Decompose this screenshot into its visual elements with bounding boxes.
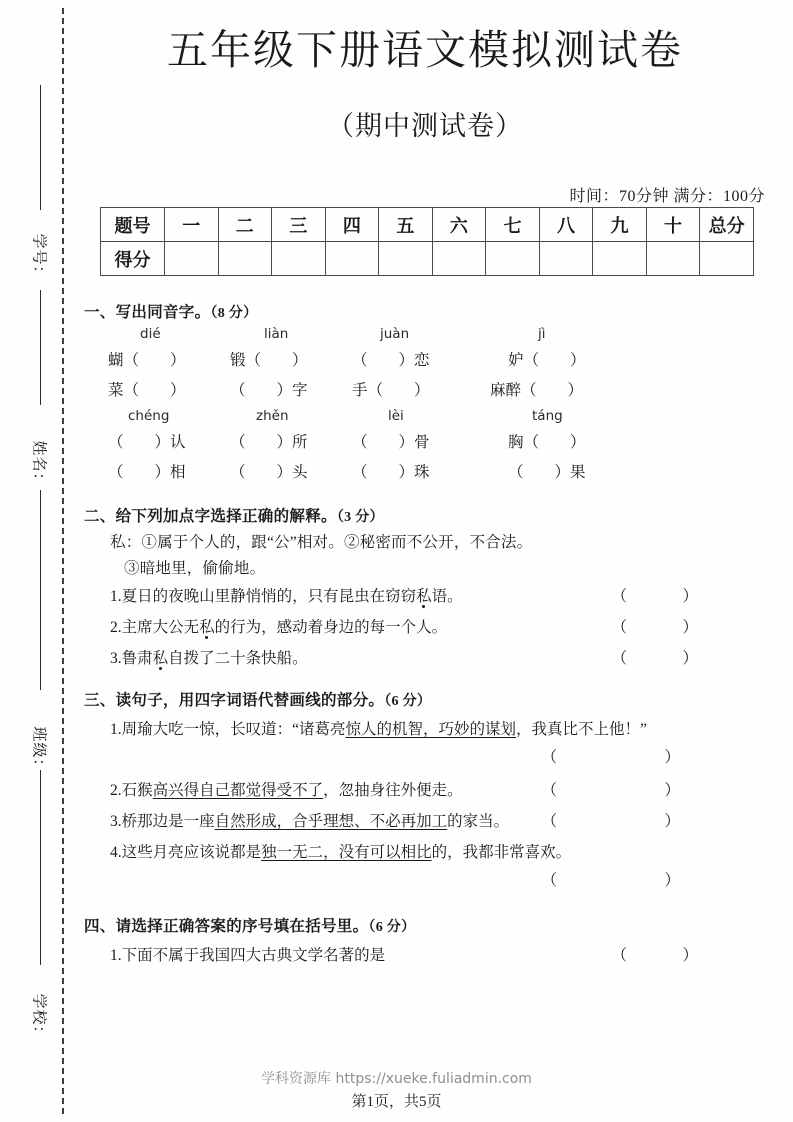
section-4-item-1 [84, 940, 760, 971]
section-2-explain-line-2: ③暗地里，偷偷地。 [124, 559, 266, 577]
answer-bracket-3-3[interactable]: （ ） [541, 813, 726, 831]
section-2-item-1-text: 1.夏日的夜晚山里静悄悄的，只有昆虫在窃窃私语。 [110, 588, 463, 606]
blank-tou[interactable]: （ ）头 [230, 464, 308, 481]
score-table-col-8: 八 [539, 208, 593, 242]
section-2-item-3-text: 3.鲁肃私自拨了二十条快船。 [110, 650, 308, 668]
section-2-points: （3 分） [336, 510, 384, 525]
score-cell-7[interactable] [486, 242, 540, 276]
section-2-item-2-text: 2.主席大公无私的行为，感动着身边的每一个人。 [110, 619, 448, 637]
section-3-title: 三、读句子，用四字词语代替画线的部分。 [84, 692, 385, 710]
exam-body [84, 290, 760, 971]
emphasis-dot-char: 私 [416, 588, 432, 606]
blank-guo[interactable]: （ ）果 [508, 464, 586, 481]
score-table-col-1: 一 [165, 208, 219, 242]
blank-mazui[interactable]: 麻醉（ ） [490, 382, 584, 399]
section-4-item-1-text: 1.下面不属于我国四大古典文学名著的是 [110, 947, 386, 965]
score-table-col-total: 总分 [700, 208, 754, 242]
section-3-item-1 [84, 714, 760, 745]
score-table-col-6: 六 [432, 208, 486, 242]
section-2-explain-line-1: 私：①属于个人的，跟“公”相对。②秘密而不公开，不合法。 [110, 534, 533, 551]
blank-cai[interactable]: 菜（ ） [108, 382, 186, 399]
score-cell-6[interactable] [432, 242, 486, 276]
underlined-phrase: 惊人的机智，巧妙的谋划 [345, 721, 517, 739]
blank-duan[interactable]: 锻（ ） [230, 352, 308, 369]
margin-rule-1 [40, 85, 41, 210]
section-heading-2 [84, 504, 760, 526]
answer-bracket-2-2[interactable]: （ ） [611, 619, 718, 637]
blank-zhu[interactable]: （ ）珠 [352, 464, 430, 481]
score-cell-9[interactable] [593, 242, 647, 276]
section-1-group-1 [84, 326, 760, 408]
blank-lian[interactable]: （ ）恋 [352, 352, 430, 369]
section-1-group-2 [84, 408, 760, 494]
page-number: 第1页，共5页 [351, 1094, 442, 1110]
blank-shou[interactable]: 手（ ） [352, 382, 430, 399]
section-4-title: 四、请选择正确答案的序号填在括号里。 [84, 918, 369, 936]
section-2-item-1 [84, 581, 760, 612]
pinyin-zhen: zhěn [256, 408, 289, 424]
pinyin-lei: lèi [388, 408, 404, 424]
answer-bracket-2-3[interactable]: （ ） [611, 650, 718, 668]
section-3-item-4 [84, 837, 760, 868]
pinyin-lian: liàn [264, 326, 289, 342]
score-table-row-label: 题号 [101, 208, 165, 242]
pinyin-die: dié [140, 326, 161, 342]
section-3-item-2-text: 2.石猴高兴得自己都觉得受不了，忽抽身往外便走。 [110, 782, 463, 800]
blank-xiang[interactable]: （ ）相 [108, 464, 186, 481]
score-table-col-2: 二 [218, 208, 272, 242]
margin-rule-4 [40, 770, 41, 965]
score-cell-10[interactable] [646, 242, 700, 276]
margin-label-student-id: 学号： [30, 233, 47, 282]
table-row-header [101, 208, 754, 242]
page-subtitle: （期中测试卷） [327, 111, 523, 141]
score-cell-2[interactable] [218, 242, 272, 276]
score-cell-total[interactable] [700, 242, 754, 276]
section-2-item-2 [84, 612, 760, 643]
emphasis-dot-char: 私 [199, 619, 215, 637]
underlined-phrase: 高兴得自己都觉得受不了 [152, 782, 324, 800]
section-3-item-2 [84, 775, 760, 806]
answer-bracket-2-1[interactable]: （ ） [611, 588, 718, 606]
score-cell-4[interactable] [325, 242, 379, 276]
blank-suo[interactable]: （ ）所 [230, 434, 308, 451]
section-3-item-4-answer-row [84, 868, 760, 898]
margin-rule-2 [40, 290, 41, 405]
page-title: 五年级下册语文模拟测试卷 [167, 27, 683, 73]
section-2-title: 二、给下列加点字选择正确的解释。 [84, 508, 337, 525]
score-cell-1[interactable] [165, 242, 219, 276]
margin-label-class: 班级： [30, 726, 47, 775]
underlined-phrase: 自然形成，合乎理想、不必再加工 [214, 813, 448, 831]
section-3-points: （6 分） [384, 694, 432, 710]
score-cell-5[interactable] [379, 242, 433, 276]
table-row-scores [101, 242, 754, 276]
margin-label-school: 学校： [30, 993, 47, 1042]
margin-label-name: 姓名： [30, 440, 47, 489]
pinyin-ji: jì [538, 326, 546, 342]
blank-hu[interactable]: 蝴（ ） [108, 352, 186, 369]
score-table-col-5: 五 [379, 208, 433, 242]
answer-bracket-3-4[interactable]: （ ） [541, 872, 726, 890]
exam-meta: 时间：70分钟 满分：100分 [569, 188, 765, 205]
emphasis-dot-char: 私 [152, 650, 169, 668]
margin-rule-3 [40, 490, 41, 690]
section-heading-3 [84, 688, 760, 710]
score-table [100, 207, 754, 276]
score-table-row-label-score: 得分 [101, 242, 165, 276]
blank-xiong[interactable]: 胸（ ） [508, 434, 586, 451]
blank-du[interactable]: 妒（ ） [508, 352, 586, 369]
score-table-col-7: 七 [486, 208, 540, 242]
score-cell-8[interactable] [539, 242, 593, 276]
score-table-col-4: 四 [325, 208, 379, 242]
section-4-points: （6 分） [368, 920, 416, 936]
blank-zi[interactable]: （ ）字 [230, 382, 308, 399]
answer-bracket-4-1[interactable]: （ ） [611, 947, 718, 965]
section-2-item-3 [84, 643, 760, 674]
blank-ren[interactable]: （ ）认 [108, 434, 186, 451]
score-table-col-3: 三 [272, 208, 326, 242]
section-3-item-4-text: 4.这些月亮应该说都是独一无二，没有可以相比的，我都非常喜欢。 [110, 844, 572, 862]
section-heading-4 [84, 914, 760, 936]
section-heading-1 [84, 300, 760, 322]
pinyin-tang: táng [532, 408, 563, 424]
score-table-col-10: 十 [646, 208, 700, 242]
section-3-item-3-text: 3.桥那边是一座自然形成，合乎理想、不必再加工的家当。 [110, 813, 510, 831]
answer-bracket-3-1[interactable]: （ ） [541, 749, 726, 767]
section-3-item-1-answer-row [84, 745, 760, 775]
section-1-title: 一、写出同音字。 [84, 304, 211, 321]
underlined-phrase: 独一无二，没有可以相比 [261, 844, 432, 862]
blank-gu[interactable]: （ ）骨 [352, 434, 430, 451]
pinyin-juan: juàn [380, 326, 410, 342]
fold-dashed-line [62, 8, 64, 1114]
pinyin-cheng: chéng [128, 408, 170, 424]
section-3-item-1-text: 1.周瑜大吃一惊，长叹道：“诸葛亮惊人的机智，巧妙的谋划，我真比不上他！” [110, 721, 647, 739]
score-table-col-9: 九 [593, 208, 647, 242]
section-3-item-3 [84, 806, 760, 837]
section-1-points: （8 分） [210, 306, 258, 321]
answer-bracket-3-2[interactable]: （ ） [541, 782, 726, 800]
score-cell-3[interactable] [272, 242, 326, 276]
watermark: 学科资源库 https://xueke.fuliadmin.com [261, 1071, 532, 1087]
